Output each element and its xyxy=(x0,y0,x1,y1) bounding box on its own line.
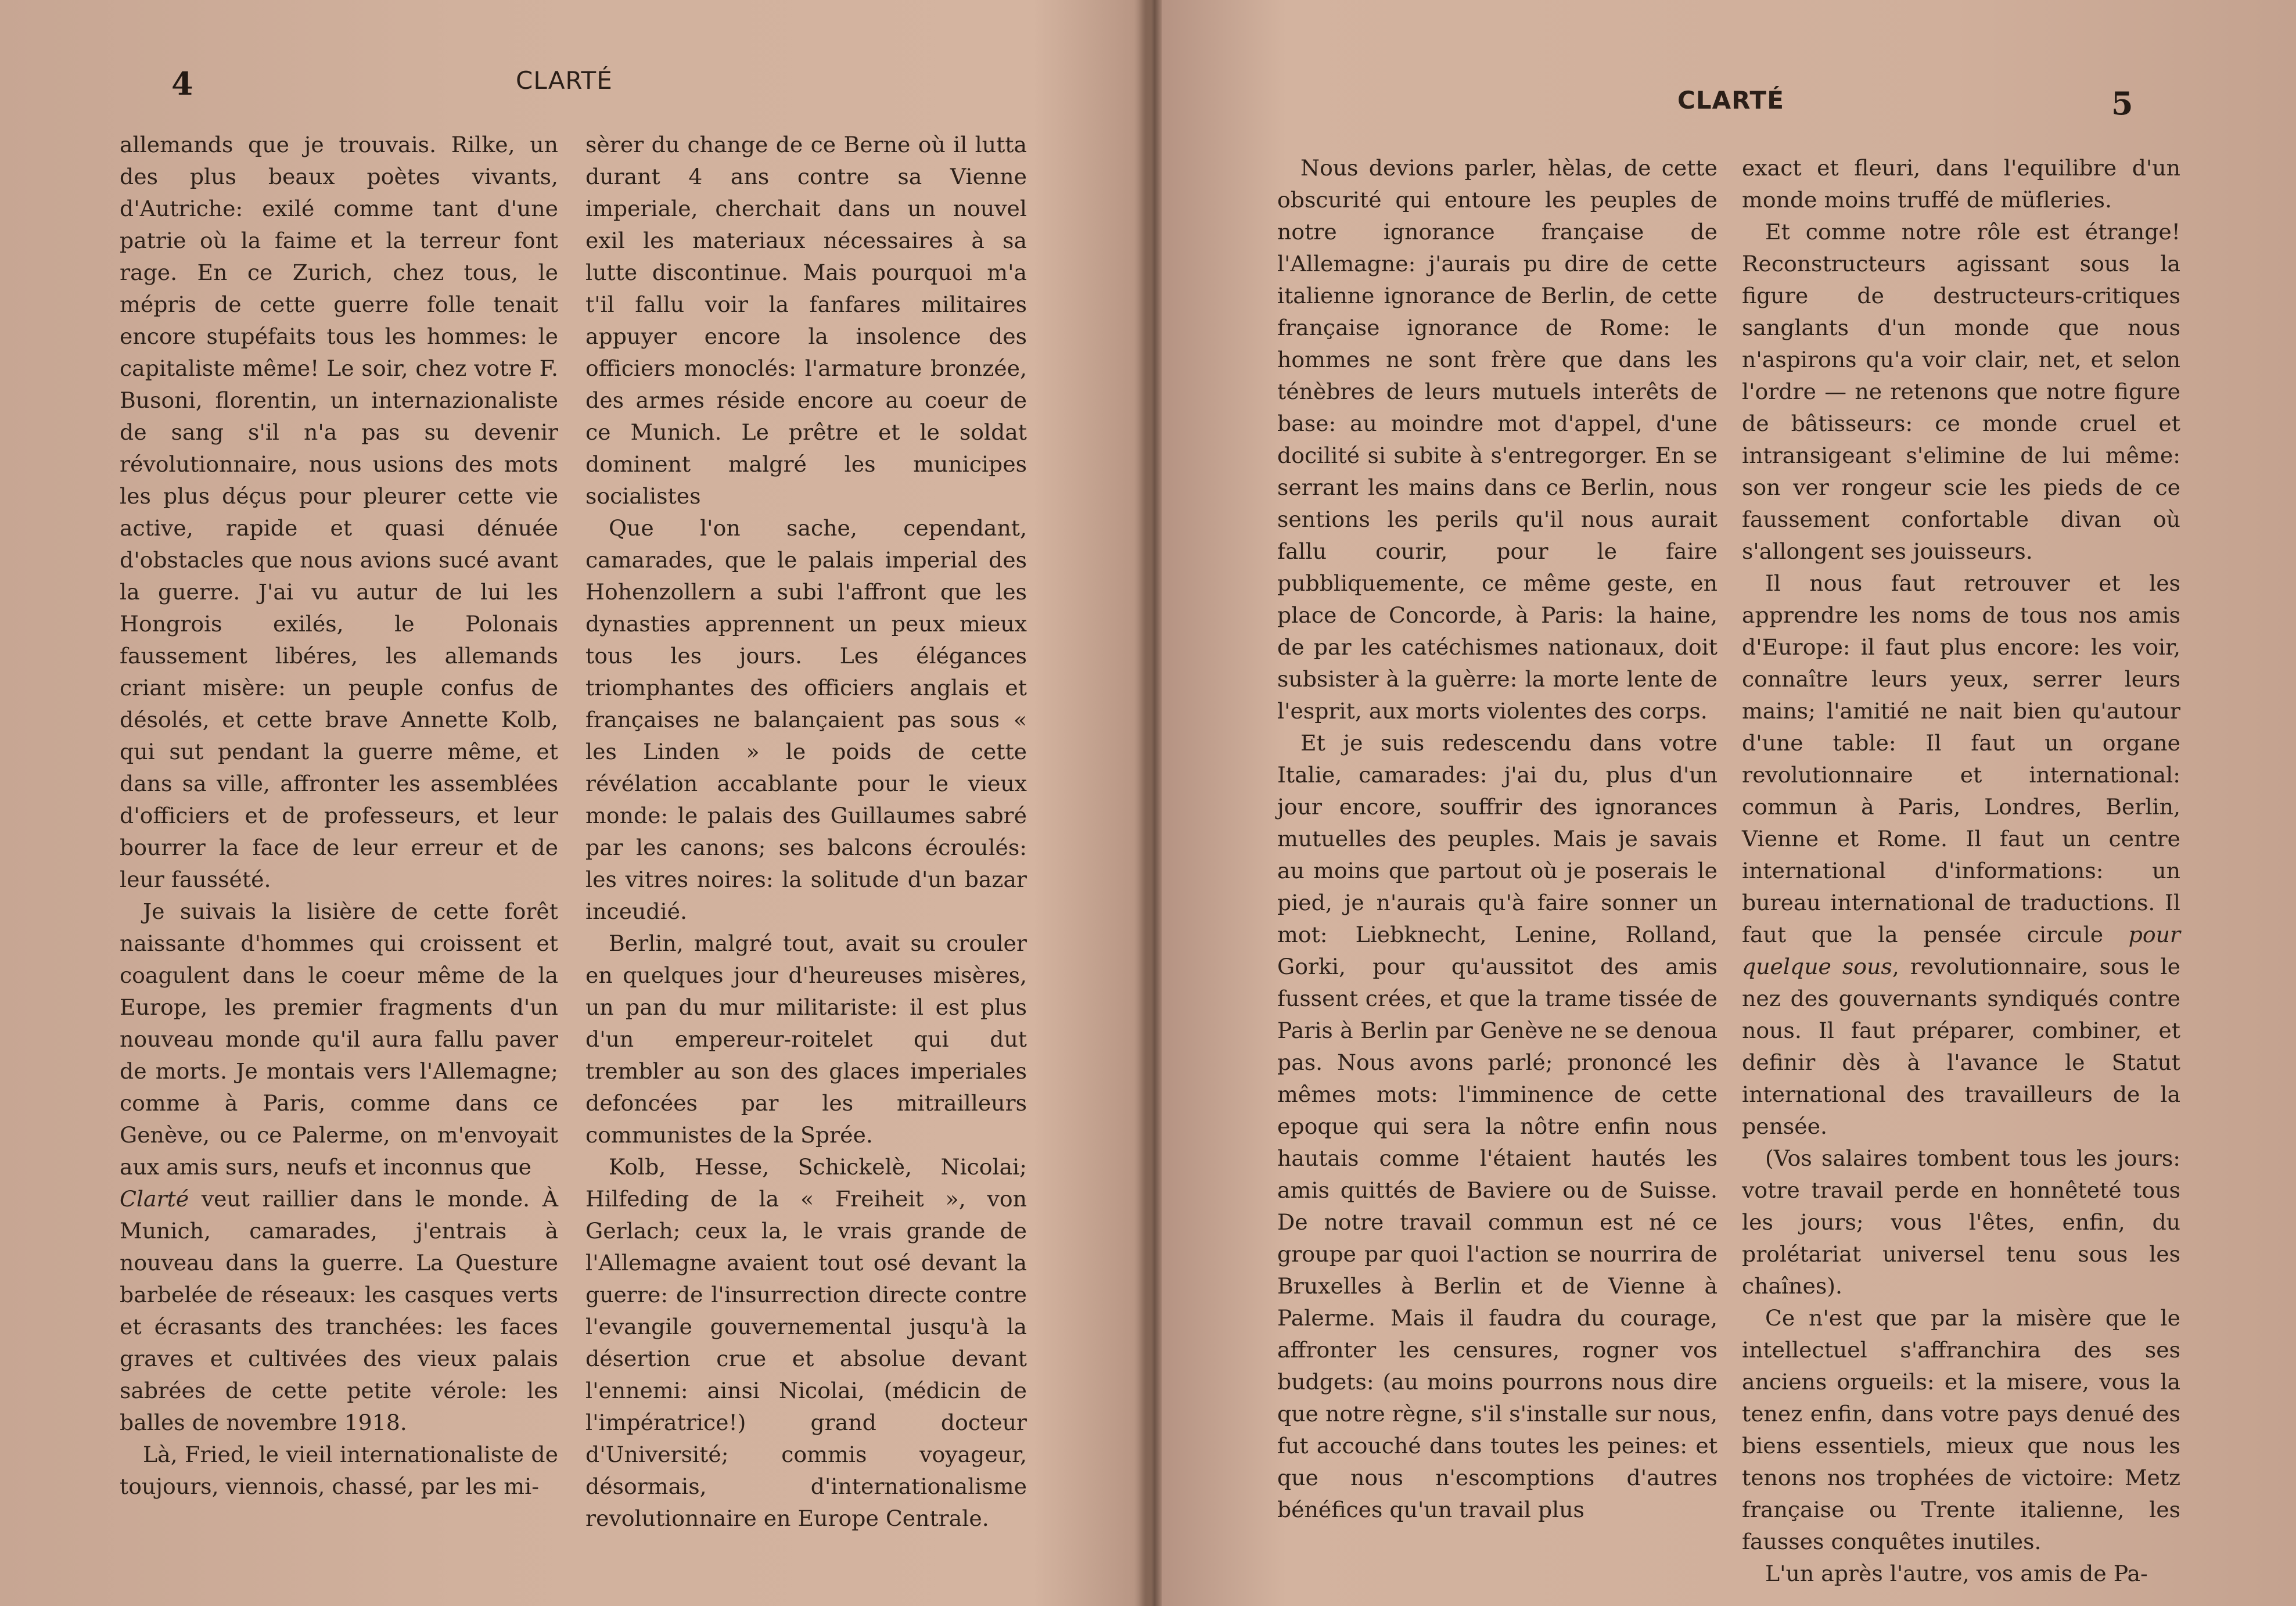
paragraph: Là, Fried, le vieil internationaliste de toujours, viennois, chassé, par les mi- xyxy=(120,1442,558,1499)
paragraph: exact et fleuri, dans l'equilibre d'un monde moins truffé de müfleries. xyxy=(1742,155,2180,213)
right-page xyxy=(1159,0,2296,1606)
paragraph-text: , revolutionnaire, sous le nez des gouvernants syndiqués contre nous. Il faut préparer, combiner, et definir dès à l'avance le Statut international des travailleurs de la pensée. xyxy=(1742,954,2180,1139)
paragraph: sèrer du change de ce Berne où il lutta durant 4 ans contre sa Vienne imperiale, cherchait dans un nouvel exil les materiaux nécessaires à sa lutte discontinue. Mais pourquoi m'a t'il fallu voir la fanfares militaires appuyer encore la insolence des officiers monoclés: l'armature bronzée, des armes réside encore au coeur de ce Munich. Le prêtre et le soldat dominent malgré les municipes socialistes xyxy=(585,132,1027,509)
running-title: CLARTÉ xyxy=(516,66,613,95)
paragraph: allemands que je trouvais. Rilke, un des plus beaux poètes vivants, d'Autriche: exilé comme tant d'une patrie où la faime et la terreur font rage. En ce Zurich, chez tous, le mépris de cette guerre folle tenait encore stupéfaits tous les hommes: le capitaliste même! Le soir, chez votre F. Busoni, florentin, un internazionaliste de sang s'il n'a pas su devenir révolutionnaire, nous usions des mots les plus déçus pour pleurer cette vie active, rapide et quasi dénuée d'obstacles que nous avions sucé avant la guerre. J'ai vu autur de lui les Hongrois exilés, le Polonais faussement libéres, les allemands criant misère: un peuple confus de désolés, et cette brave Annette Kolb, qui sut pendant la guerre même, et dans sa ville, affronter les assemblées d'officiers et de professeurs, et leur bourrer la face de leur erreur et de leur faussété. xyxy=(120,132,558,892)
paragraph: Kolb, Hesse, Schickelè, Nicolai; Hilfeding de la « Freiheit », von Gerlach; ceux la, le vrais grande de l'Allemagne avaient tout osé devant la guerre: de l'insurrection directe contre l'evangile gouvernemental jusqu'à la désertion crue et absolue devant l'ennemi: ainsi Nicolai, (médicin de l'impératrice!) grand docteur d'Université; commis voyageur, désormais, d'internationalisme revolutionnaire en Europe Centrale. xyxy=(585,1154,1027,1531)
page-number: 5 xyxy=(2111,85,2133,122)
paragraph xyxy=(1742,567,2180,1142)
right-page-column-1 xyxy=(1277,152,1717,1526)
paragraph: Et comme notre rôle est étrange! Reconstructeurs agissant sous la figure de destructeurs-critiques sanglants d'un monde que nous n'aspirons qu'a voir clair, net, et selon l'ordre — ne retenons que notre figure de bâtisseurs: ce monde cruel et intransigeant s'elimine de lui même: son ver rongeur scie les pieds de ce faussement confortable divan où s'allongent ses jouisseurs. xyxy=(1742,219,2180,564)
left-page-column-1 xyxy=(120,129,558,1503)
left-page-column-2 xyxy=(585,129,1027,1535)
paragraph xyxy=(120,1183,558,1439)
paragraph: Berlin, malgré tout, avait su crouler en quelques jour d'heureuses misères, un pan du mur militariste: il est plus d'un empereur-roitelet qui dut trembler au son des glaces imperiales defoncées par les mitrailleurs communistes de la Sprée. xyxy=(585,930,1027,1148)
right-page-column-2 xyxy=(1742,152,2180,1590)
paragraph: Je suivais la lisière de cette forêt naissante d'hommes qui croissent et coagulent dans le coeur même de la Europe, les premier fragments d'un nouveau monde qu'il aura fallu paver de morts. Je montais vers l'Allemagne; comme à Paris, comme dans ce Genève, ou ce Palerme, on m'envoyait aux amis surs, neufs et inconnus que xyxy=(120,899,558,1180)
paragraph: Nous devions parler, hèlas, de cette obscurité qui entoure les peuples de notre ignorance française de l'Allemagne: j'aurais pu dire de cette italienne ignorance de Berlin, de cette française ignorance de Rome: le hommes ne sont frère que dans les ténèbres de leurs mutuels interêts de base: au moindre mot d'appel, d'une docilité si subite à s'entregorger. En se serrant les mains dans ce Berlin, nous sentions les perils qu'il nous aurait fallu courir, pour le faire pubbliquemente, ce même geste, en place de Concorde, à Paris: la haine, de par les catéchismes nationaux, doit subsister à la guèrre: la morte lente de l'esprit, aux morts violentes des corps. xyxy=(1277,155,1717,724)
paragraph: Que l'on sache, cependant, camarades, que le palais imperial des Hohenzollern a subi l'affront que les dynasties apprennent un peux mieux tous les jours. Les élégances triomphantes des officiers anglais et françaises ne balançaient pas sous « les Linden » le poids de cette révélation accablante pour le vieux monde: le palais des Guillaumes sabré par les canons; ses balcons écroulés: les vitres noires: la solitude d'un bazar inceudié. xyxy=(585,515,1027,924)
paragraph: Et je suis redescendu dans votre Italie, camarades: j'ai du, plus d'un jour encore, souffrir des ignorances mutuelles des peuples. Mais je savais au moins que partout où je poserais le pied, je n'aurais qu'à faire sonner un mot: Liebknecht, Lenine, Rolland, Gorki, pour qu'aussitot des amis fussent crées, et que la trame tissée de Paris à Berlin par Genève ne se denoua pas. Nous avons parlé; prononcé les mêmes mots: l'imminence de cette epoque qui sera la nôtre enfin nous hautais comme l'étaient hautés les amis quittés de Baviere ou de Suisse. De notre travail commun est né ce groupe par quoi l'action se nourrira de Bruxelles à Berlin et de Vienne à Palerme. Mais il faudra du courage, affronter les censures, rogner vos budgets: (au moins pourrons nous dire que notre règne, s'il s'installe sur nous, fut accouché dans toutes les peines: et que nous n'escomptions d'autres bénéfices qu'un travail plus xyxy=(1277,730,1717,1522)
emphasis-text: pour quelque sous xyxy=(1742,922,2180,979)
page-number: 4 xyxy=(171,65,193,102)
paragraph-text: Il nous faut retrouver et les apprendre les noms de tous nos amis d'Europe: il faut plus encore: les voir, connaître leurs yeux, serrer leurs mains; l'amitié ne nait bien qu'autour d'une table: Il faut un organe revolutionnaire et international: commun à Paris, Londres, Berlin, Vienne et Rome. Il faut un centre international d'informations: un bureau international de traductions. Il faut que la pensée circule xyxy=(1742,570,2180,947)
paragraph-text: veut raillier dans le monde. À Munich, camarades, j'entrais à nouveau dans la guerre. La Questure barbelée de réseaux: les casques verts et écrasants des tranchées: les faces graves et cultivées des vieux palais sabrées de cette petite vérole: les balles de novembre 1918. xyxy=(120,1186,558,1435)
paragraph: Ce n'est que par la misère que le intellectuel s'affranchira des ses anciens orgueils: et la misere, vous la tenez enfin, dans votre pays denué des biens essentiels, mieux que nous les tenons nos trophées de victoire: Metz française ou Trente italienne, les fausses conquêtes inutiles. xyxy=(1742,1305,2180,1554)
running-title: CLARTÉ xyxy=(1677,86,1784,114)
paragraph: L'un après l'autre, vos amis de Pa- xyxy=(1765,1561,2148,1586)
journal-name: Clarté xyxy=(120,1186,189,1212)
paragraph: (Vos salaires tombent tous les jours: votre travail perde en honnêteté tous les jours; vous l'êtes, enfin, du prolétariat universel tenu sous les chaînes). xyxy=(1742,1145,2180,1299)
